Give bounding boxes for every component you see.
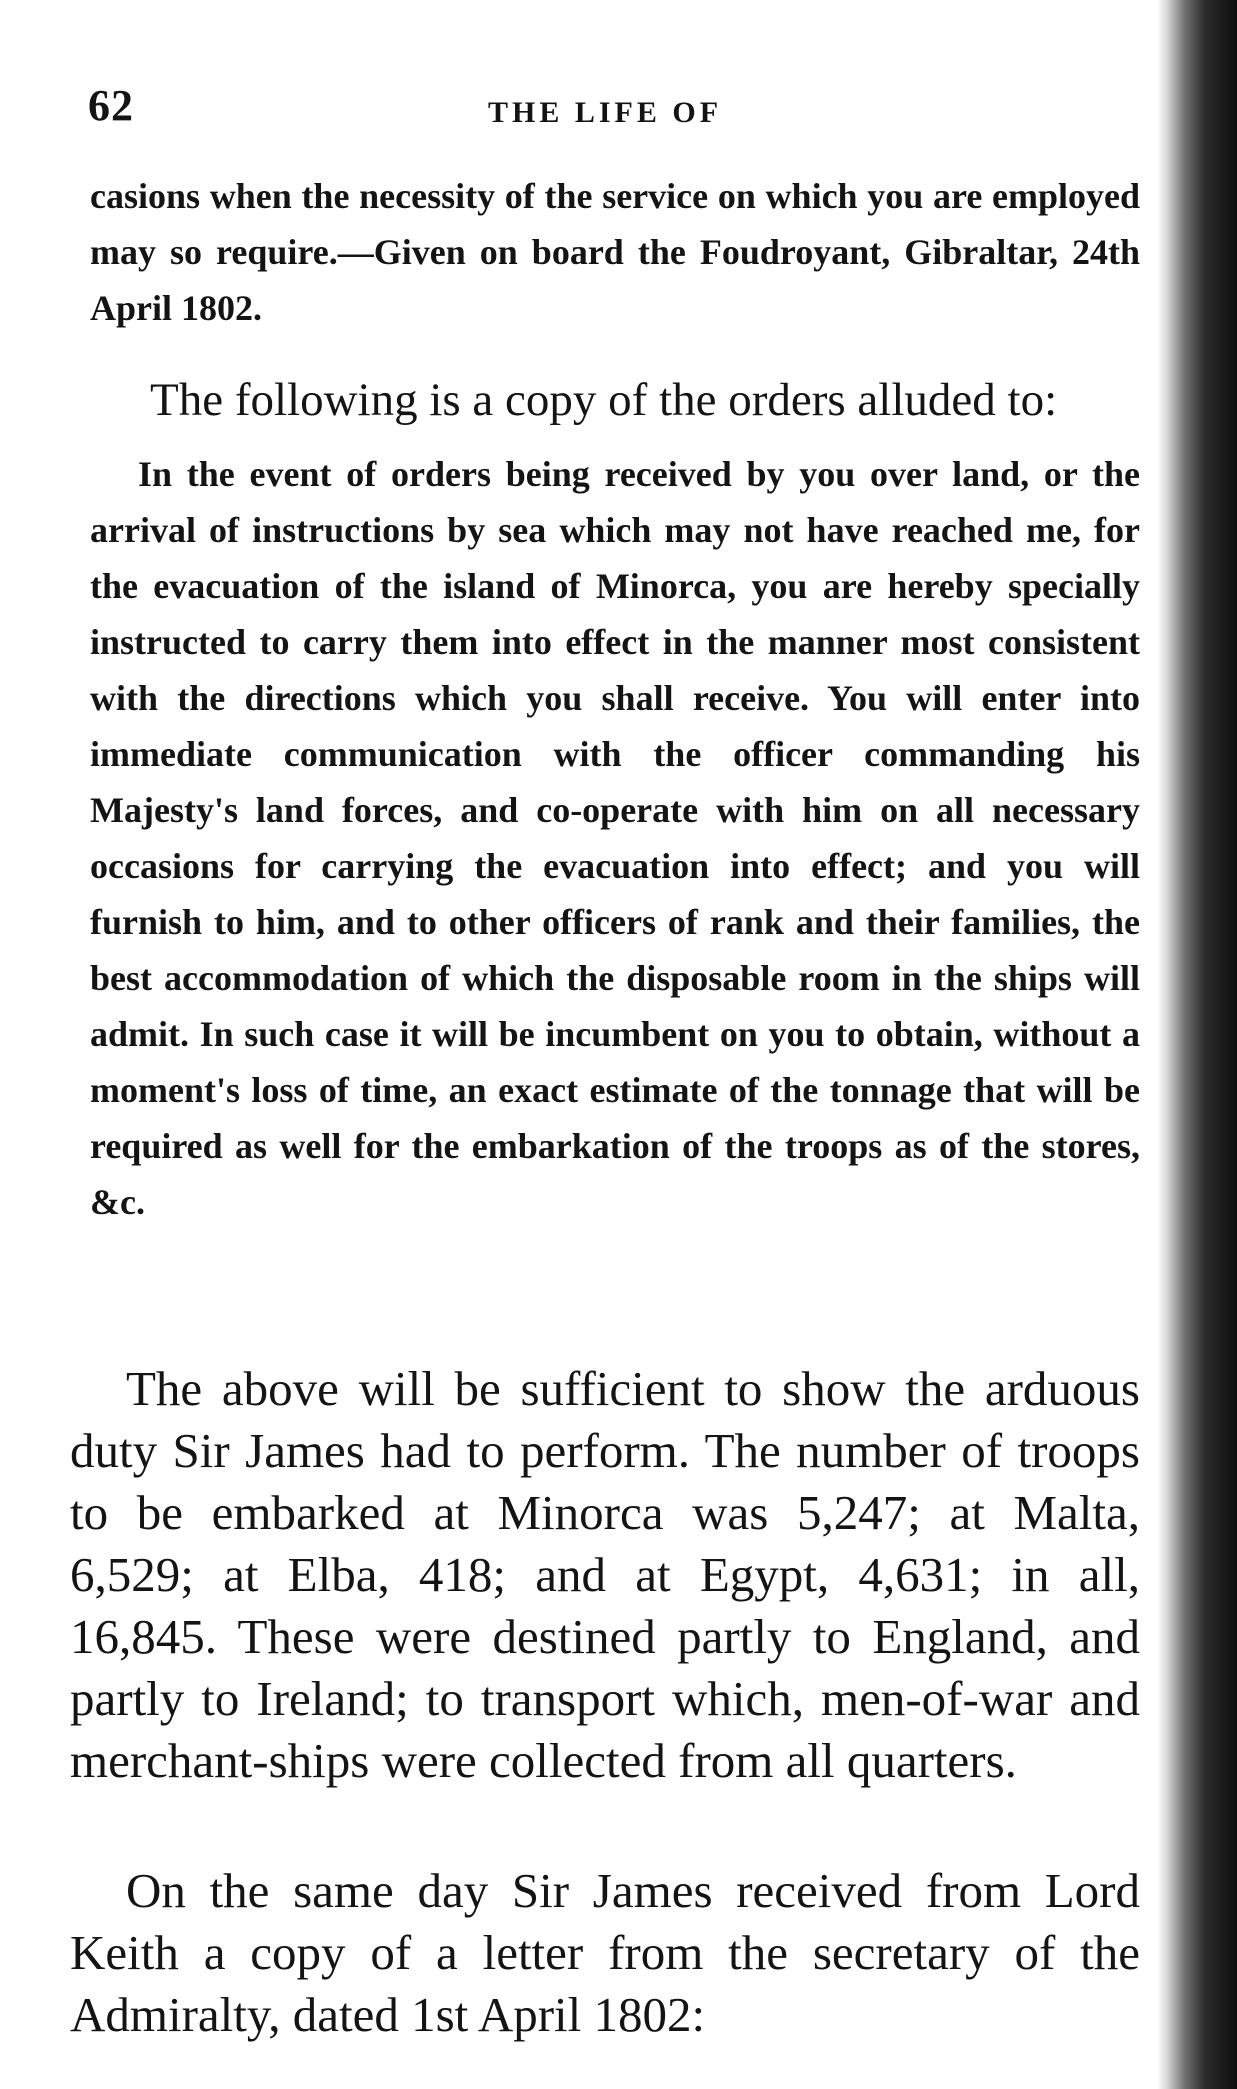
orders-quotation: In the event of orders being received by you over land, or the arrival of instructions by sea which may not have reached me, for the evacuation of the island of Minorca, you are hereby specially instructed to carry them into effect in the manner most consistent with the directions which you shall receive. You will enter into immediate communication with the officer commanding his Majesty's land forces, and co-operate with him on all necessary occasions for carrying the evacuation into effect; and you will furnish to him, and to other officers of rank and their families, the best accommodation of which the disposable room in the ships will admit. In such case it will be incumbent on you to obtain, without a moment's loss of time, an exact estimate of the tonnage that will be required as well for the embarkation of the troops as of the stores, &c. [90,454,1140,1222]
continuation-paragraph: casions when the necessity of the service on which you are employed may so require.—Given on board the Foudroyant, Gibraltar, 24th April 1802. [90,176,1140,328]
page-edge-shadow [1157,0,1237,2089]
body-paragraph-arduous-duty: The above will be sufficient to show the arduous duty Sir James had to perform. The number of troops to be embarked at Minorca was 5,247; at Malta, 6,529; at Elba, 418; and at Egypt, 4,631; in all, 16,845. These were destined partly to England, and partly to Ireland; to transport which, men-of-war and merchant-ships were collected from all quarters. [70,1361,1140,1788]
orders-intro: The following is a copy of the orders alluded to: [150,374,1058,426]
page-header [88,70,1138,130]
running-head: THE LIFE OF [488,96,723,129]
body-paragraph-admiralty-letter: On the same day Sir James received from Lord Keith a copy of a letter from the secretary of the Admiralty, dated 1st April 1802: [70,1863,1140,2042]
page-number: 62 [88,81,134,130]
